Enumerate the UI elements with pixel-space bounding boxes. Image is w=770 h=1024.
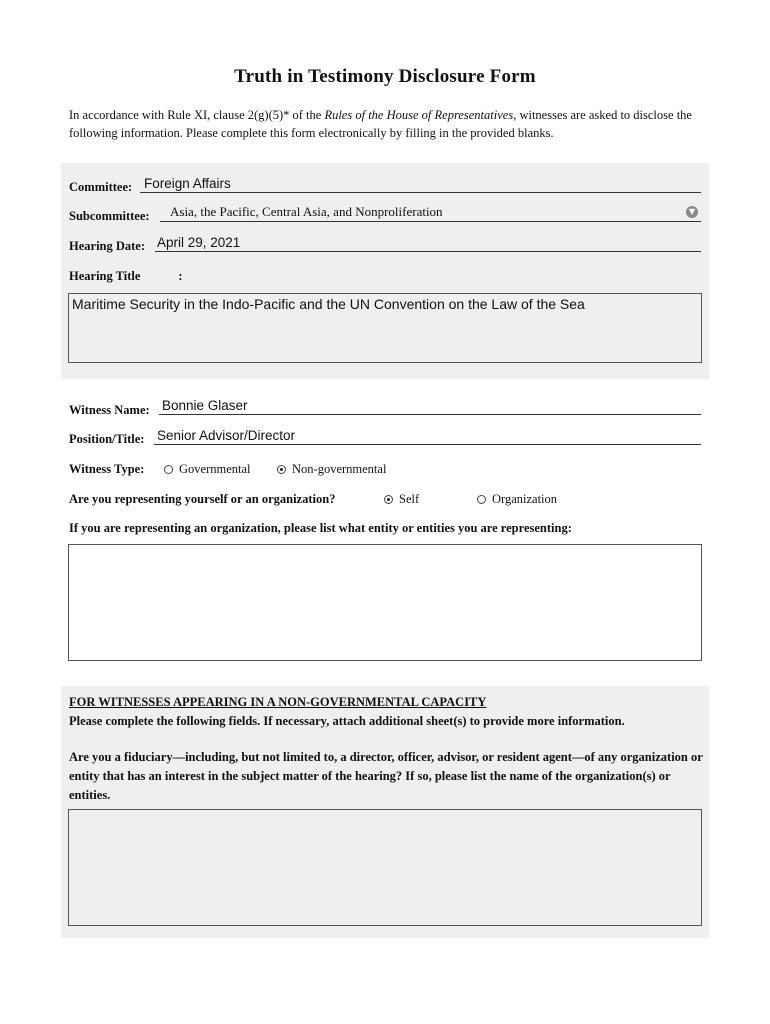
governmental-option-label: Governmental (179, 462, 251, 476)
committee-label: Committee: (69, 180, 133, 194)
self-option-label: Self (399, 492, 420, 506)
position-title-value: Senior Advisor/Director (157, 428, 296, 443)
witness-type-nongovernmental-option[interactable] (277, 462, 386, 477)
representing-organization-option[interactable] (477, 492, 557, 507)
non-governmental-heading: FOR WITNESSES APPEARING IN A NON-GOVERNMENTAL CAPACITY (69, 695, 487, 709)
position-title-field[interactable] (154, 426, 701, 445)
committee-value: Foreign Affairs (144, 176, 231, 191)
hearing-title-label-text: Hearing Title (69, 269, 141, 283)
form-title: Truth in Testimony Disclosure Form (234, 66, 536, 87)
representing-self-option[interactable] (384, 492, 419, 507)
self-radio[interactable] (384, 495, 393, 504)
fiduciary-value (69, 810, 701, 814)
witness-name-field[interactable] (159, 396, 701, 415)
witness-type-label: Witness Type: (69, 462, 145, 476)
hearing-date-value: April 29, 2021 (157, 235, 241, 250)
organization-option-label: Organization (492, 492, 558, 506)
hearing-date-label: Hearing Date: (69, 239, 146, 253)
intro-rules-title: Rules of the House of Representatives (324, 108, 514, 122)
position-title-label: Position/Title: (69, 432, 145, 446)
entities-label: If you are representing an organization, please list what entity or entities you are representing: (69, 521, 572, 535)
representing-label: Are you representing yourself or an organization? (69, 492, 336, 506)
witness-name-value: Bonnie Glaser (162, 398, 248, 413)
hearing-title-colon: : (178, 269, 183, 283)
non-governmental-radio[interactable] (277, 465, 286, 474)
witness-name-label: Witness Name: (69, 403, 150, 417)
intro-text-before: In accordance with Rule XI, clause 2(g)(5)* of the (69, 108, 325, 122)
non-governmental-option-label: Non-governmental (292, 462, 387, 476)
witness-type-governmental-option[interactable] (164, 462, 251, 477)
entities-field[interactable] (68, 544, 702, 661)
governmental-radio[interactable] (164, 465, 173, 474)
hearing-title-value: Maritime Security in the Indo-Pacific and the UN Convention on the Law of the Sea (72, 296, 585, 312)
hearing-date-field[interactable] (155, 233, 701, 252)
hearing-title-field[interactable] (68, 293, 702, 363)
chevron-down-icon[interactable]: ▼ (686, 206, 698, 218)
fiduciary-field[interactable] (68, 809, 702, 926)
hearing-title-label (69, 269, 183, 284)
organization-radio[interactable] (477, 495, 486, 504)
subcommittee-dropdown[interactable] (160, 203, 701, 222)
subcommittee-label: Subcommittee: (69, 209, 150, 223)
fiduciary-question: Are you a fiduciary—including, but not limited to, a director, officer, advisor, or resident agent—of any organization or entity that has an interest in the subject matter of the hearing? If so, please list the name of the organization(s) or entities. (69, 750, 703, 802)
entities-value (69, 545, 701, 549)
intro-text-after: , witnesses are asked to disclose the following information. Please complete this form electronically by filling in the provided blanks. (69, 108, 692, 140)
committee-field[interactable] (140, 174, 701, 193)
intro-paragraph (69, 106, 719, 142)
non-governmental-instructions: Please complete the following fields. If necessary, attach additional sheet(s) to provide more information. (69, 714, 625, 728)
subcommittee-value: Asia, the Pacific, Central Asia, and Nonproliferation (170, 204, 443, 219)
